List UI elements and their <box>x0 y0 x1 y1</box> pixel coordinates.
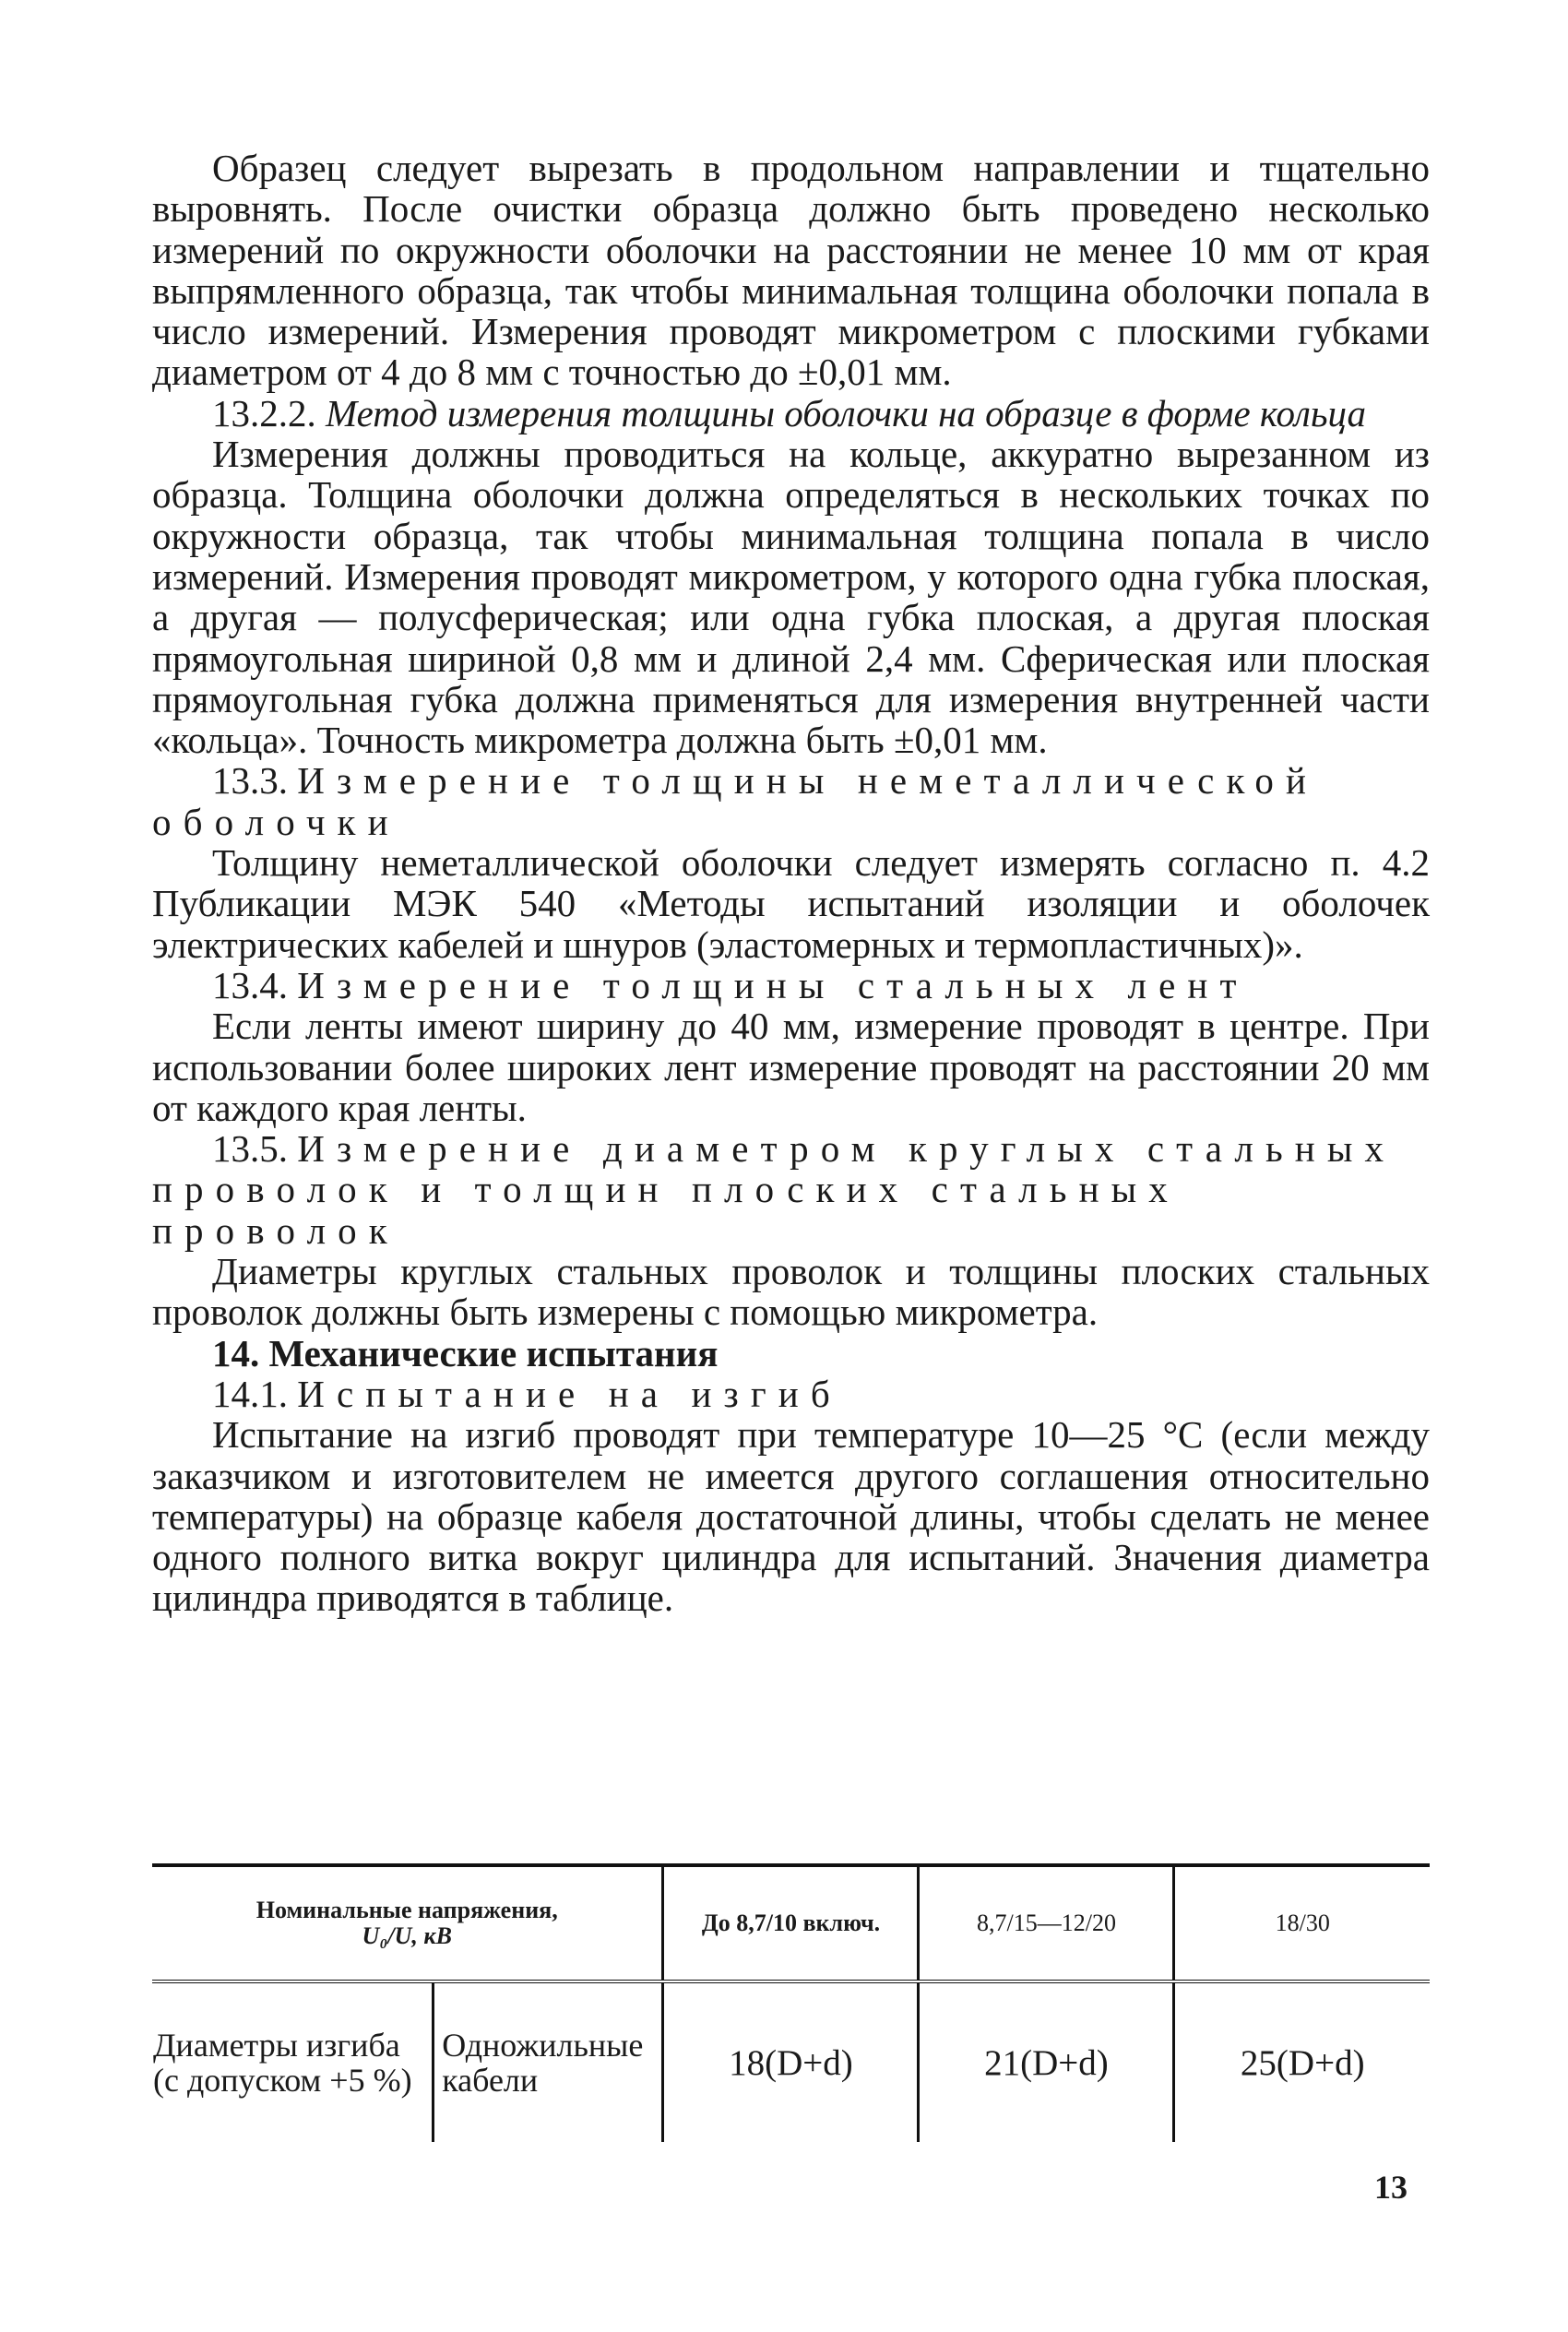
header-col-1: До 8,7/10 включ. <box>663 1865 919 1981</box>
section-title: Метод измерения толщины оболочки на образце в форме кольца <box>326 391 1367 434</box>
section-title: Измерение толщины неметаллической оболочки <box>152 759 1319 843</box>
row-sublabel: Одножильные кабели <box>434 1981 663 2142</box>
section-number: 13.5. <box>212 1127 288 1171</box>
table-row <box>152 1981 1430 2142</box>
section-13-5-heading <box>152 1128 1430 1251</box>
section-number: 14.1. <box>212 1372 288 1415</box>
section-14-heading: 14. Механические испытания <box>212 1331 719 1374</box>
bend-diameter-table <box>152 1863 1430 2142</box>
page-number: 13 <box>1374 2169 1408 2206</box>
section-13-4-body: Если ленты имеют ширину до 40 мм, измерение проводят в центре. При использовании более широких лент измерение проводят на расстоянии 20 мм от каждого края ленты. <box>152 1005 1430 1129</box>
section-14-1-heading <box>152 1374 1430 1414</box>
section-number: 13.3. <box>212 759 288 803</box>
section-13-5-body: Диаметры круглых стальных проволок и толщины плоских стальных проволок должны быть измерены с помощью микрометра. <box>152 1250 1430 1334</box>
section-13-2-2-body: Измерения должны проводиться на кольце, аккуратно вырезанном из образца. Толщина оболочки должна определяться в нескольких точках по окружности образца, так чтобы минимальная толщина попала в число измерений. Измерения проводят микрометром, у которого одна губка плоская, а другая — полусферическая; или одна губка плоская, а другая плоская прямоугольная шириной 0,8 мм и длиной 2,4 мм. Сферическая или плоская прямоугольная губка должна применяться для измерения внутренней части «кольца». Точность микрометра должна быть ±0,01 мм. <box>152 433 1430 762</box>
section-13-3-heading <box>152 760 1430 842</box>
header-col-3: 18/30 <box>1174 1865 1430 1981</box>
header-label-line2: U₀/U, кВ <box>362 1922 452 1949</box>
table-header-row <box>152 1865 1430 1981</box>
section-number: 13.2.2. <box>212 391 316 434</box>
row-label: Диаметры изгиба (с допуском +5 %) <box>153 2027 412 2099</box>
header-label-line1: Номинальные напряжения, <box>255 1897 558 1923</box>
section-13-4-heading <box>152 965 1430 1005</box>
value-cell-1: 18(D+d) <box>663 1981 919 2142</box>
table <box>152 1863 1430 2142</box>
section-number: 13.4. <box>212 963 288 1006</box>
text-column <box>152 148 1430 1619</box>
section-14-1-body: Испытание на изгиб проводят при температуре 10—25 °С (если между заказчиком и изготовителем не имеется другого соглашения относительно температуры) на образце кабеля достаточной длины, чтобы сделать не менее одного полного витка вокруг цилиндра для испытаний. Значения диаметра цилиндра приводятся в таблице. <box>152 1413 1430 1620</box>
header-voltage-label <box>152 1865 663 1981</box>
value-cell-2: 21(D+d) <box>919 1981 1174 2142</box>
section-title: Измерение толщины стальных лент <box>297 963 1249 1006</box>
paragraph-1: Образец следует вырезать в продольном направлении и тщательно выровнять. После очистки образца должно быть проведено несколько измерений по окружности оболочки на расстоянии не менее 10 мм от края выпрямленного образца, так чтобы минимальная толщина оболочки попала в число измерений. Измерения проводят микрометром с плоскими губками диаметром от 4 до 8 мм с точностью до ±0,01 мм. <box>152 147 1430 394</box>
value-cell-3: 25(D+d) <box>1174 1981 1430 2142</box>
section-title: Испытание на изгиб <box>297 1372 842 1415</box>
section-13-3-body: Толщину неметаллической оболочки следует измерять согласно п. 4.2 Публикации МЭК 540 «Методы испытаний изоляции и оболочек электрических кабелей и шнуров (эластомерных и термопластичных)». <box>152 841 1430 966</box>
section-title: Измерение диаметром круглых стальных проволок и толщин плоских стальных проволок <box>152 1127 1396 1252</box>
section-13-2-2-heading <box>152 393 1430 434</box>
header-col-2: 8,7/15—12/20 <box>919 1865 1174 1981</box>
